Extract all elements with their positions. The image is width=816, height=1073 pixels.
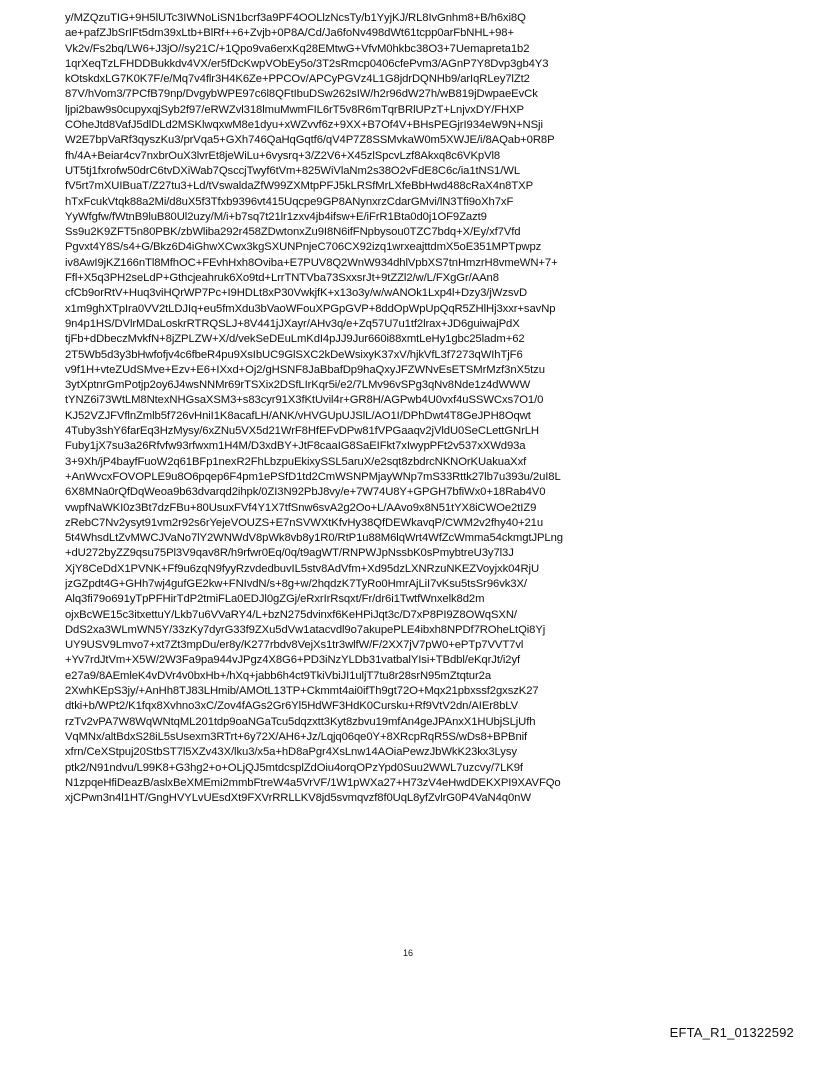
text-line: +AnWvcxFOVOPLE9u8O6pqep6F4pm1ePSfD1td2CmWSNPMjayWNp7mS33Rttk27lb7u393u/2uI8L — [65, 470, 561, 483]
text-line: N1zpqeHfiDeazB/aslxBeXMEmi2mmbFtreW4a5VrVF/1W1pWXa27+H73zV4eHwdDEKXPI9XAVFQo — [65, 776, 561, 789]
text-line: Fuby1jX7su3a26Rfvfw93rfwxm1H4M/D3xdBY+JtF8caaIG8SaEIFkt7xIwypPFt2v537xXWd93a — [65, 440, 526, 453]
text-line: fh/4A+Beiar4cv7nxbrOuX3lvrEt8jeWiLu+6vysrq+3/Z2V6+X45zlSpcvLzf8Akxq8c6VKpVl8 — [65, 149, 501, 162]
text-line: UY9USV9Lmvo7+xt7Zt3mpDu/er8y/K277rbdv8VejXs1tr3wlfW/F/2XX7jV7pW0+ePTp7VVT7vl — [65, 639, 524, 652]
text-line: rzTv2vPA7W8WqWNtqML201tdp9oaNGaTcu5dqzxtt3Kyt8zbvu19mfAn4geJPAnxX1HUbjSLjUfh — [65, 715, 536, 728]
text-line: 9n4p1HS/DVlrMDaLoskrRTRQSLJ+8V441jJXayr/AHv3q/e+Zq57U7u1tf2lrax+JD6guiwajPdX — [65, 317, 520, 330]
text-line: Alq3fi79o691yTpPFHirTdP2tmiFLa0EDJl0gZGj/eRxrIrRsqxt/Fr/dr6i1TwtfWnxelk8d2m — [65, 593, 485, 606]
text-line: ptk2/N91ndvu/L99K8+G3hg2+o+OLjQJ5mtdcsplZdOiu4orqOPzYpd0Suu2WWL7uzcvy/7LK9f — [65, 761, 523, 774]
text-line: W2E7bpVaRf3qyszKu3/prVqa5+GXh746QaHqGqtf6/qV4P7Z8SSMvkaW0m5XWJE/i/8AQab+0R8P — [65, 134, 555, 147]
text-line: ae+pafZJbSrIFt5dm39xLtb+BlRf++6+Zvjb+0P8A/Cd/Ja6foNv498dWt61tcpp0arFbNHL+98+ — [65, 27, 514, 40]
text-line: Vk2v/Fs2bq/LW6+J3jO//sy21C/+1Qpo9va6erxKq28EMtwG+VfvM0hkbc38O3+7Uemapreta1b2 — [65, 42, 530, 55]
text-line: tYNZ6i73WtLM8NtexNHGsaXSM3+s83cyr91X3fKtUvil4r+GR8H/AGPwb4U0vxf4uSSWCxs7O1/0 — [65, 394, 544, 407]
text-line: iv8AwI9jKZ166nTl8MfhOC+FEvhHxh8Oviba+E7PUV8Q2WnW934dhlVpbXS7tnHmzrH8vmeWN+7+ — [65, 256, 558, 269]
text-line: fV5rt7mXUIBuaT/Z27tu3+Ld/tVswaldaZfW99ZXMtpPFJ5kLRSfMrLXfeBbHwd488cRaX4n8TXP — [65, 180, 534, 193]
text-line: jzGZpdt4G+GHh7wj4gufGE2kw+FNIvdN/s+8g+w/2hqdzK7TyRo0HmrAjLiI7vKsu5tsSr96vk3X/ — [65, 577, 527, 590]
text-line: 3+9Xh/jP4bayfFuoW2q61BFp1nexR2FhLbzpuEkixySSL5aruX/e2sqt8zbdrcNKNOrKUakuaXxf — [65, 455, 527, 468]
text-line: DdS2xa3WLmWN5Y/33zKy7dyrG33f9ZXu5dVw1atacvdl9o7akupePLE4ibxh8NPDf7ROheLtQi8Yj — [65, 623, 546, 636]
text-line: 87V/hVom3/7PCfB79np/DvgybWPE97c6l8QFtIbuDSw262sIW/h2r96dW27h/wB819jDwpaeEvCk — [65, 88, 538, 101]
text-line: VqMNx/altBdxS28iL5sUsexm3RTrt+6y72X/AH6+Jz/Lqjq06qe0Y+8XRcpRqR5S/wDs8+BPBnif — [65, 730, 528, 743]
text-line: Ss9u2K9ZFT5n80PBK/zbWliba292r458ZDwtonxZu9I8N6ifFNpbysou0TZC7bdq+X/Ey/xf7Vfd — [65, 226, 521, 239]
text-line: COheJtd8VafJ5dlDLd2MSKlwqxwM8e1dyu+xWZvvf6z+9XX+B7Of4V+BHsPEGjrI934eW9N+NSji — [65, 119, 543, 132]
text-line: ljpi2baw9s0cupyxqjSyb2f97/eRWZvl318lmuMwmFIL6rT5v8R6mTqrBRlUPzT+LnjvxDY/FHXP — [65, 103, 524, 116]
text-line: vwpfNaWKI0z3Bt7dzFBu+80UsuxFVf4Y1X7tfSnw6svA2g2Oo+L/AAvo9x8N51tYX8iCWOe2tIZ9 — [65, 501, 537, 514]
text-line: YyWfgfw/fWtnB9luB80Ul2uzy/M/i+b7sq7t21lr1zxv4jb4ifsw+E/iFrR1Bta0d0j1OF9Zazt9 — [65, 210, 487, 223]
text-line: kOtskdxLG7K0K7F/e/Mq7v4flr3H4K6Ze+PPCOv/APCyPGVz4L1G8jdrDQNHb9/arIqRLey7lZt2 — [65, 73, 530, 86]
text-line: hTxFcukVtqk88a2Mi/d8uX5f3Tfxb9396vt415Uqcpe9GP8ANynxrzCdarGMvi/lN3Tfi9oXh7xF — [65, 195, 514, 208]
text-line: zRebC7Nv2ysyt91vm2r92s6rYejeVOUZS+E7nSVWXtKfvHy38QfDEWkavqP/CWM2v2fhy40+21u — [65, 516, 544, 529]
text-line: 2T5Wb5d3y3bHwfofjv4c6fbeR4pu9XsIbUC9GlSXC2kDeWsixyK37xV/hjkVfL3f7273qWIhTjF6 — [65, 348, 523, 361]
text-line: ojxBcWE15c3itxettuY/Lkb7u6VVaRY4/L+bzN275dvinxf6KeHPiJqt3c/D7xP8PI9Z8OWqSXN/ — [65, 608, 517, 621]
text-line: XjY8CeDdX1PVNK+Ff9u6zqN9fyyRzvdedbuvIL5stv8AdVfm+Xd95dzLXNRzuNKEZVoyjxk04RjU — [65, 562, 540, 575]
text-line: xfrn/CeXStpuj20StbST7l5XZv43X/lku3/x5a+hD8aPgr4XsLnw14AOiaPewzJbWkK23kx3Lysy — [65, 746, 517, 759]
text-line: 6X8MNa0rQfDqWeoa9b63dvarqd2ihpk/0ZI3N92PbJ8vy/e+7W74U8Y+GPGH7bfiWx0+18Rab4V0 — [65, 486, 546, 499]
page-number: 16 — [402, 948, 413, 958]
text-line: 5t4WhsdLtZvMWCJVaNo7lY2WNWdV8pWk8vb8y1R0/RtP1u88M6lqWrt4WfZcWmma54ckmgtJPLng — [65, 532, 563, 545]
text-line: x1m9ghXTpIra0VV2tLDJIq+eu5fmXdu3bVaoWFouXPGpGVP+8ddOpWpUpQqR5ZHlHj3xxr+savNp — [65, 302, 556, 315]
text-line: UT5tj1fxrofw50drC6tvDXiWab7QsccjTwyf6tVm+825WiVlaNm2s38O2vFdE8C6c/ia1tNS1/WL — [65, 164, 520, 177]
encoded-text-block — [65, 11, 755, 806]
document-id-stamp: EFTA_R1_01322592 — [669, 1025, 794, 1040]
text-line: 4Tuby3shY6farEq3HzMysy/6xZNu5VX5d21WrF8HfEFvDPw81fVPGaaqv2jVldU0SeCLettGNrLH — [65, 425, 539, 438]
text-line: KJ52VZJFVflnZmlb5f726vHniI1K8acafLH/ANK/vHVGUpUJSlL/AO1I/DPhDwt4T8GeJPH8Oqwt — [65, 409, 531, 422]
text-line: 2XwhKEpS3jy/+AnHh8TJ83LHmib/AMOtL13TP+Ckmmt4ai0ifTh9gt72O+Mqx21pbxssf2gxszK27 — [65, 685, 539, 698]
text-line: Ffl+X5q3PH2seLdP+Gthcjeahruk6Xo9td+LrrTNTVba73SxxsrJt+9tZZl2/w/L/FXgGr/AAn8 — [65, 272, 499, 285]
text-line: cfCb9orRtV+Huq3viHQrWP7Pc+I9HDLt8xP30VwkjfK+x13o3y/w/wANOk1Lxp4l+Dzy3/jWzsvD — [65, 287, 528, 300]
text-line: 1qrXeqTzLFHDDBukkdv4VX/er5fDcKwpVObEy5o/3T2sRmcp0406cfePvm3/AGnP7Y8Dvp3gb4Y3 — [65, 57, 549, 70]
text-line: dtki+b/WPt2/K1fqx8Xvhno3xC/Zov4fAGs2Gr6Yl5HdWF3HdK0Cursku+Rf9VtV2dn/AIEr8bLV — [65, 700, 519, 713]
text-line: Pgvxt4Y8S/s4+G/Bkz6D4iGhwXCwx3kgSXUNPnjeC706CX92izq1wrxeajttdmX5oE351MPTpwpz — [65, 241, 542, 254]
text-line: 3ytXptnrGmPotjp2oy6J4wsNNMr69rTSXix2DSfLIrKqr5i/e2/7LMv96vSPg3qNv8Nde1z4dWWW — [65, 379, 531, 392]
text-line: +dU272byZZ9qsu75Pl3V9qav8R/h9rfwr0Eq/0q/t9agWT/RNPWJpNssbK0sPmybtreU3y7l3J — [65, 547, 514, 560]
text-line: +Yv7rdJtVm+X5W/2W3Fa9pa944vJPgz4X8G6+PD3iNzYLDb31vatbalYIsi+TBdbl/eKqrJt/i2yf — [65, 654, 521, 667]
text-line: y/MZQzuTIG+9H5lUTc3IWNoLiSN1bcrf3a9PF4OOLlzNcsTy/b1YyjKJ/RL8IvGnhm8+B/h6xi8Q — [65, 12, 526, 24]
text-line: tjFb+dDbeczMvkfN+8jZPLZW+X/d/vekSeDEuLmKdI4pJJ9Jur660i88xmtLeHy1gbc25ladm+62 — [65, 333, 525, 346]
text-line: v9f1H+vteZUdSMve+Ezv+E6+IXxd+Oj2/gHSNF8JaBbafDp9haQxyJFZWNvEsETSMrMzf3nX5tzu — [65, 363, 545, 376]
text-line: xjCPwn3n4l1HT/GngHVYLvUEsdXt9FXVrRRLLKV8jd5svmqvzf8f0UqL8yfZvlrG0P4VaN4q0nW — [65, 792, 531, 805]
text-line: e27a9/8AEmleK4vDVr4v0bxHb+/hXq+jabb6h4ct9TkiVbiJI1uljT7tu8r28srN95mZtqtur2a — [65, 669, 491, 682]
